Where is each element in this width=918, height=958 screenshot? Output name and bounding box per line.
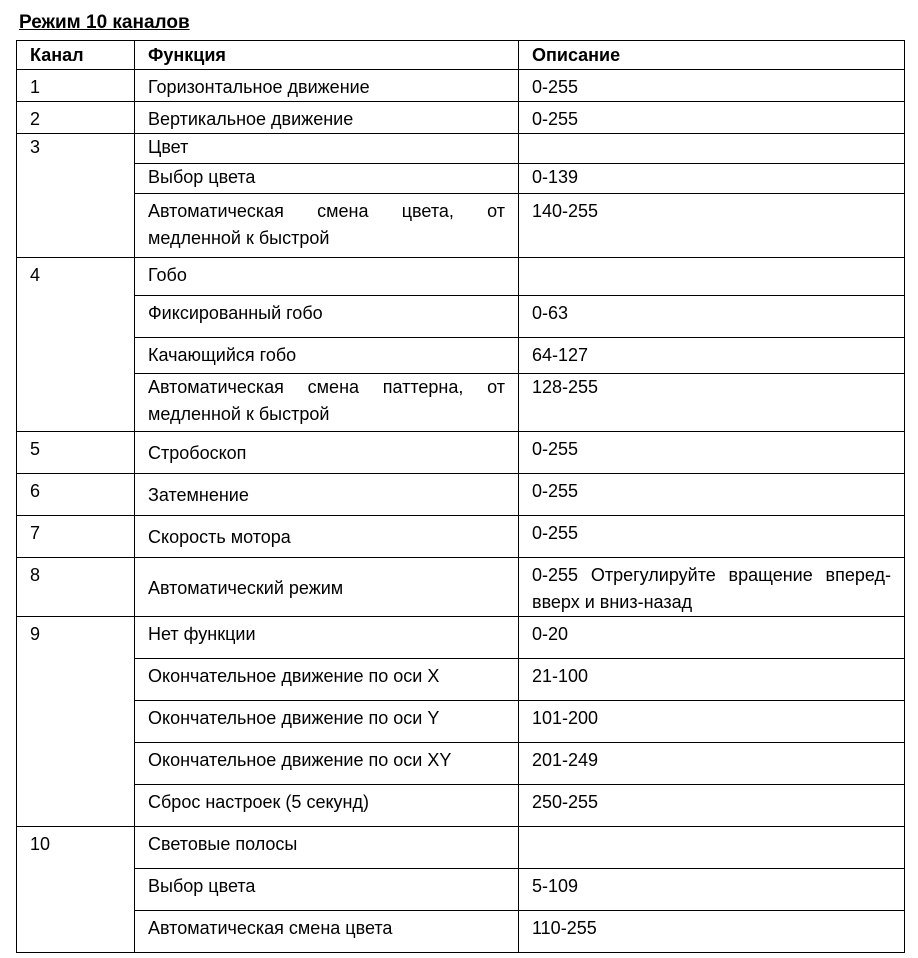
table-row bbox=[17, 432, 905, 474]
table-row bbox=[17, 911, 905, 953]
value-cell: 21-100 bbox=[519, 659, 905, 701]
function-cell: Окончательное движение по оси Y bbox=[135, 701, 519, 743]
function-cell: Нет функции bbox=[135, 617, 519, 659]
value-cell bbox=[519, 258, 905, 296]
channel-number: 3 bbox=[17, 134, 135, 258]
value-cell: 0-255 bbox=[519, 432, 905, 474]
table-row bbox=[17, 164, 905, 194]
table-row bbox=[17, 258, 905, 296]
header-function: Функция bbox=[135, 41, 519, 70]
channel-number: 1 bbox=[17, 70, 135, 102]
header-description: Описание bbox=[519, 41, 905, 70]
function-cell: Фиксированный гобо bbox=[135, 296, 519, 338]
table-row bbox=[17, 743, 905, 785]
channel-number: 10 bbox=[17, 827, 135, 953]
value-cell: 0-255 Отрегулируйте вращение вперед-вверх и вниз-назад bbox=[519, 558, 905, 617]
channel-number: 7 bbox=[17, 516, 135, 558]
function-cell: Цвет bbox=[135, 134, 519, 164]
value-cell: 5-109 bbox=[519, 869, 905, 911]
table-row bbox=[17, 785, 905, 827]
table-row bbox=[17, 516, 905, 558]
table-row bbox=[17, 70, 905, 102]
function-cell: Выбор цвета bbox=[135, 164, 519, 194]
function-cell: Автоматическая смена цвета bbox=[135, 911, 519, 953]
value-cell: 0-255 bbox=[519, 70, 905, 102]
table-row bbox=[17, 474, 905, 516]
function-cell: Световые полосы bbox=[135, 827, 519, 869]
header-channel: Канал bbox=[17, 41, 135, 70]
table-header-row bbox=[17, 41, 905, 70]
value-cell: 0-63 bbox=[519, 296, 905, 338]
value-cell: 140-255 bbox=[519, 194, 905, 258]
table-row bbox=[17, 617, 905, 659]
value-cell: 0-139 bbox=[519, 164, 905, 194]
channel-number: 4 bbox=[17, 258, 135, 432]
function-cell: Автоматический режим bbox=[135, 558, 519, 617]
table-row bbox=[17, 194, 905, 258]
value-cell: 0-255 bbox=[519, 474, 905, 516]
function-cell: Гобо bbox=[135, 258, 519, 296]
channel-number: 9 bbox=[17, 617, 135, 827]
value-cell: 0-255 bbox=[519, 102, 905, 134]
value-cell: 128-255 bbox=[519, 374, 905, 432]
value-cell: 64-127 bbox=[519, 338, 905, 374]
value-cell: 201-249 bbox=[519, 743, 905, 785]
function-cell: Окончательное движение по оси XY bbox=[135, 743, 519, 785]
function-cell: Сброс настроек (5 секунд) bbox=[135, 785, 519, 827]
channel-number: 6 bbox=[17, 474, 135, 516]
table-row bbox=[17, 102, 905, 134]
table-row bbox=[17, 296, 905, 338]
function-cell: Окончательное движение по оси X bbox=[135, 659, 519, 701]
table-row bbox=[17, 338, 905, 374]
table-row bbox=[17, 558, 905, 617]
value-cell bbox=[519, 134, 905, 164]
value-cell bbox=[519, 827, 905, 869]
value-cell: 101-200 bbox=[519, 701, 905, 743]
function-cell: Затемнение bbox=[135, 474, 519, 516]
table-row bbox=[17, 134, 905, 164]
channel-number: 2 bbox=[17, 102, 135, 134]
table-row bbox=[17, 701, 905, 743]
function-cell: Горизонтальное движение bbox=[135, 70, 519, 102]
table-row bbox=[17, 659, 905, 701]
table-row bbox=[17, 827, 905, 869]
table-row bbox=[17, 869, 905, 911]
channel-number: 8 bbox=[17, 558, 135, 617]
function-cell: Стробоскоп bbox=[135, 432, 519, 474]
channel-table bbox=[16, 40, 905, 953]
function-cell: Выбор цвета bbox=[135, 869, 519, 911]
page-title: Режим 10 каналов bbox=[19, 12, 190, 33]
function-cell: Качающийся гобо bbox=[135, 338, 519, 374]
value-cell: 0-20 bbox=[519, 617, 905, 659]
value-cell: 0-255 bbox=[519, 516, 905, 558]
function-cell: Вертикальное движение bbox=[135, 102, 519, 134]
value-cell: 250-255 bbox=[519, 785, 905, 827]
table-row bbox=[17, 374, 905, 432]
function-cell: Автоматическая смена цвета, от медленной к быстрой bbox=[135, 194, 519, 258]
function-cell: Автоматическая смена паттерна, от медленной к быстрой bbox=[135, 374, 519, 432]
channel-number: 5 bbox=[17, 432, 135, 474]
function-cell: Скорость мотора bbox=[135, 516, 519, 558]
value-cell: 110-255 bbox=[519, 911, 905, 953]
